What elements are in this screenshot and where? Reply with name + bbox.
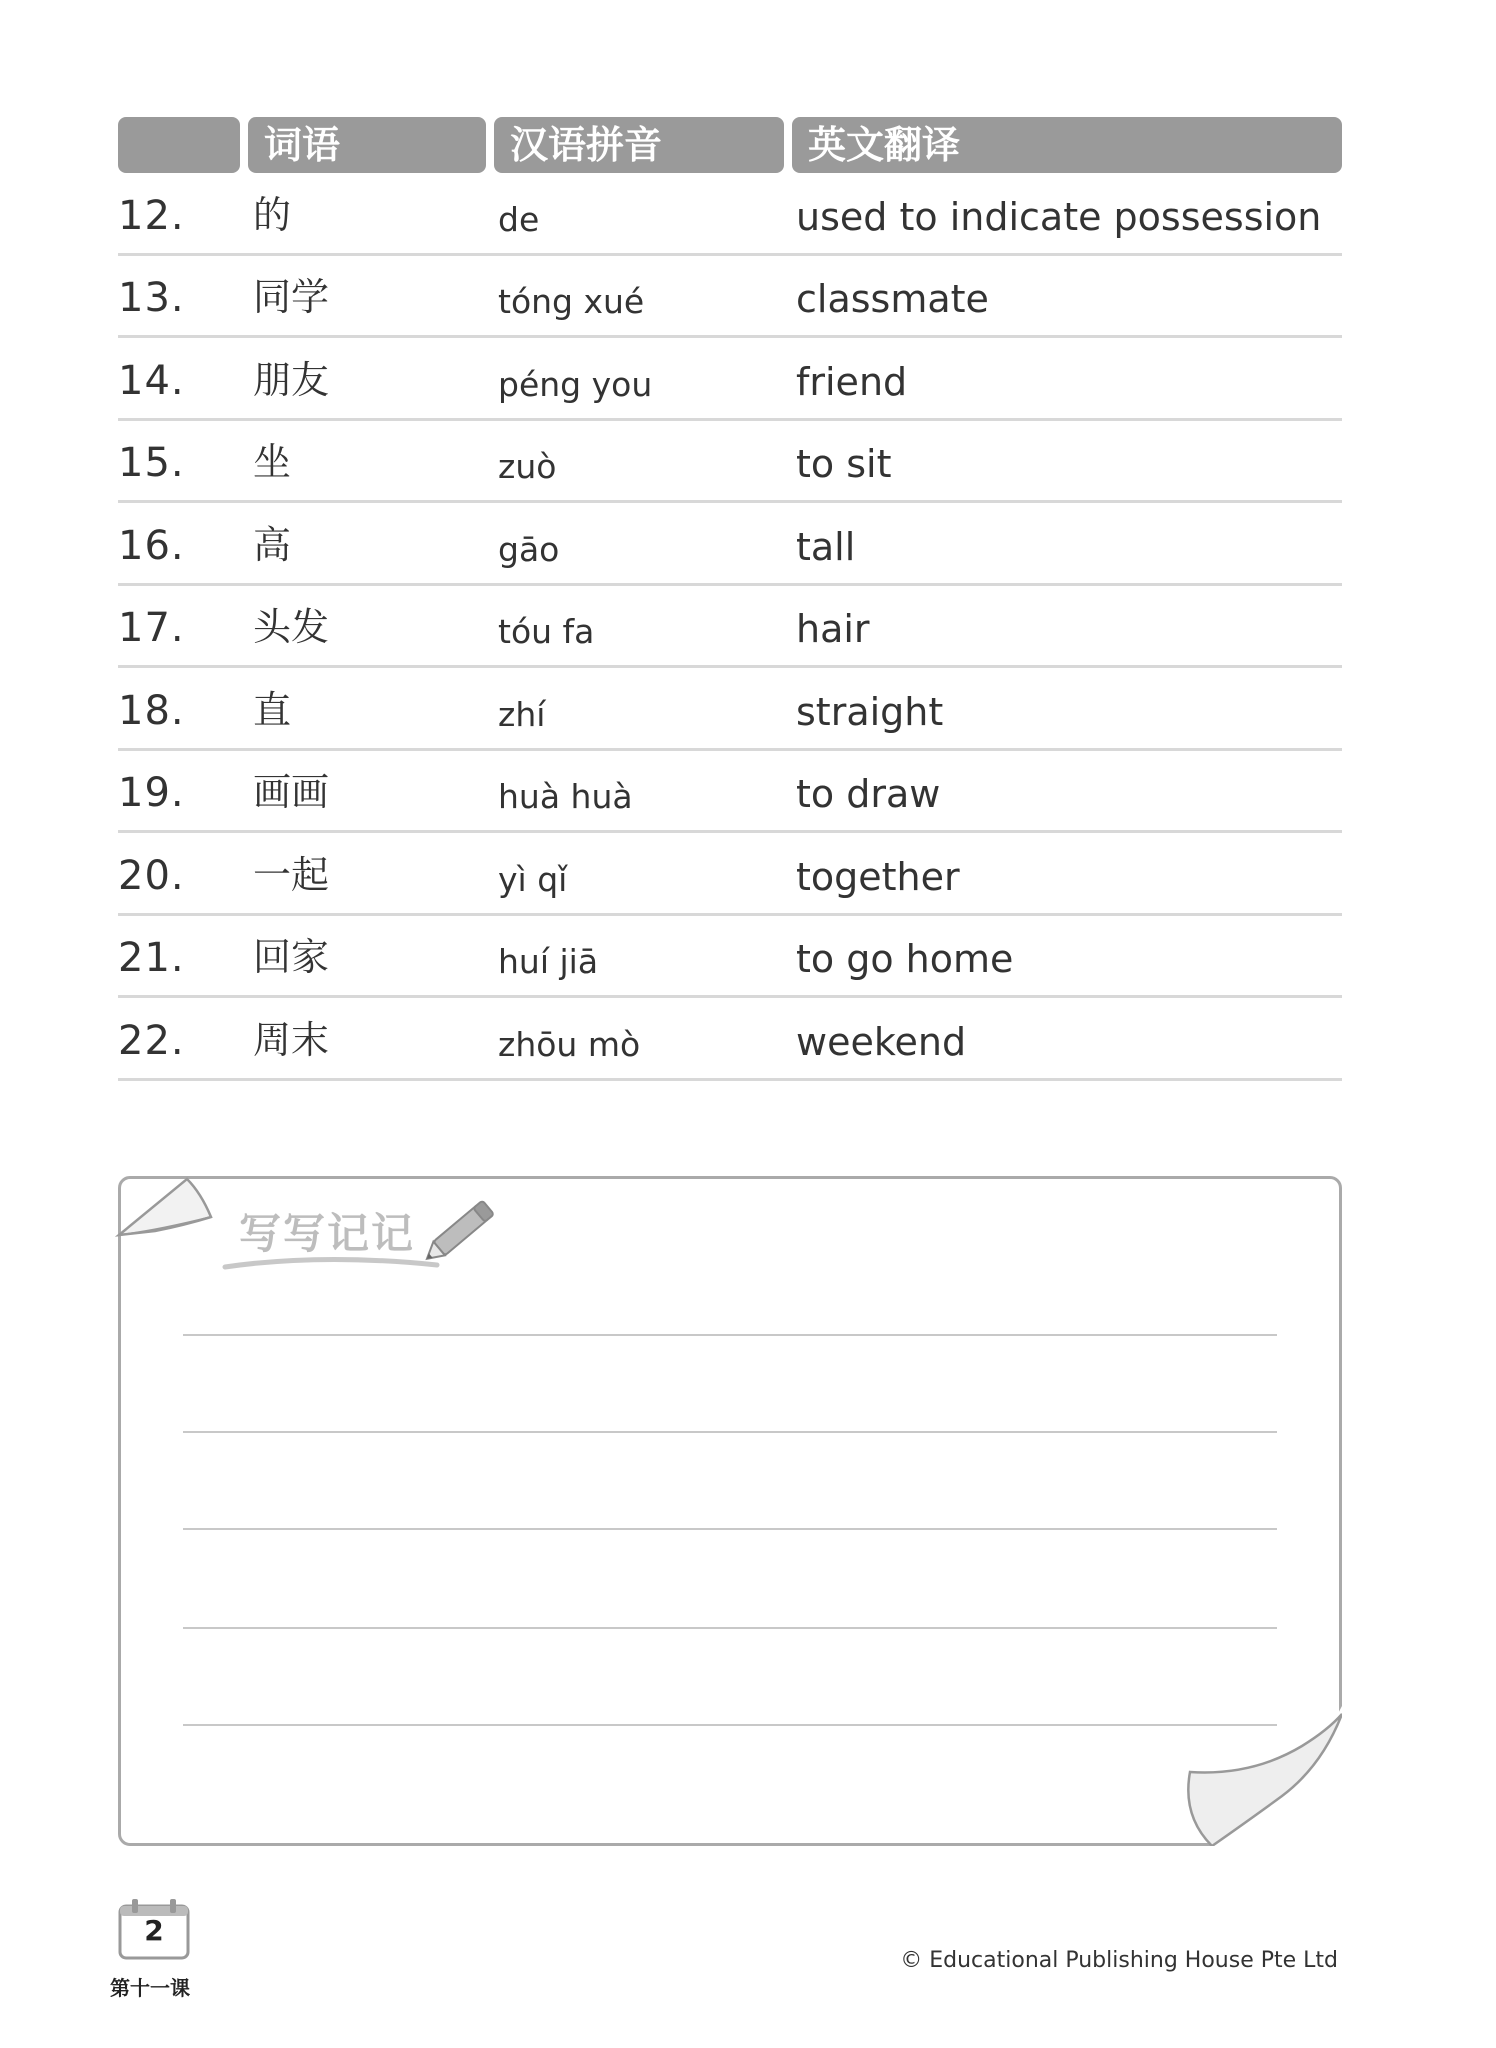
table-row (118, 586, 1342, 669)
row-number: 21. (118, 935, 185, 981)
row-english: to sit (796, 442, 892, 486)
page-curl-icon (1172, 1706, 1342, 1846)
row-word: 的 (253, 192, 292, 237)
row-word: 画画 (253, 770, 330, 814)
row-pinyin: de (498, 199, 540, 239)
row-number: 17. (118, 605, 185, 651)
underline-swoosh (221, 1251, 441, 1273)
row-english: together (796, 854, 960, 899)
row-number: 16. (118, 522, 185, 569)
row-word: 直 (253, 687, 292, 732)
row-pinyin: zuò (498, 447, 557, 486)
table-row (118, 668, 1342, 751)
writing-line (183, 1334, 1277, 1336)
header-cell-number (118, 117, 240, 173)
row-english: used to indicate possession (796, 194, 1322, 239)
writing-line (183, 1431, 1277, 1433)
row-number: 22. (118, 1017, 185, 1064)
row-number: 12. (118, 192, 185, 239)
row-number: 14. (118, 357, 185, 404)
page-number: 2 (144, 1914, 164, 1947)
row-english: straight (796, 689, 944, 734)
row-english: classmate (796, 277, 989, 321)
row-word: 一起 (253, 852, 330, 897)
writing-line (183, 1627, 1277, 1629)
table-row (118, 833, 1342, 916)
row-word: 高 (253, 522, 292, 567)
lesson-label: 第十一课 (110, 1976, 190, 2000)
row-english: to draw (796, 772, 941, 816)
row-english: friend (796, 359, 908, 404)
page-curl-icon (115, 1173, 225, 1253)
vocab-table-header (118, 117, 1342, 173)
row-word: 同学 (253, 275, 330, 319)
header-cell-word: 词语 (248, 117, 486, 173)
row-pinyin: zhí (498, 694, 546, 734)
row-number: 19. (118, 770, 185, 816)
writing-line (183, 1724, 1277, 1726)
row-number: 13. (118, 275, 185, 321)
row-english: to go home (796, 937, 1014, 981)
row-number: 20. (118, 852, 185, 899)
writing-line (183, 1528, 1277, 1530)
row-pinyin: tóu fa (498, 612, 595, 651)
row-english: tall (796, 524, 856, 569)
page-number-badge (118, 1898, 190, 1960)
row-english: weekend (796, 1019, 967, 1064)
row-number: 15. (118, 440, 185, 486)
row-english: hair (796, 607, 870, 651)
row-word: 朋友 (253, 357, 330, 402)
table-row (118, 503, 1342, 586)
copyright-notice: © Educational Publishing House Pte Ltd (900, 1948, 1338, 1973)
row-pinyin: yì qǐ (498, 859, 568, 899)
row-word: 头发 (253, 605, 330, 649)
table-row (118, 173, 1342, 256)
header-cell-pinyin: 汉语拼音 (494, 117, 784, 173)
row-pinyin: huà huà (498, 777, 633, 816)
row-pinyin: huí jiā (498, 942, 599, 981)
row-pinyin: tóng xué (498, 282, 645, 321)
row-word: 坐 (253, 440, 292, 484)
table-row (118, 751, 1342, 834)
table-row (118, 338, 1342, 421)
table-row (118, 256, 1342, 339)
row-pinyin: péng you (498, 364, 653, 404)
table-row (118, 421, 1342, 504)
table-row (118, 998, 1342, 1081)
row-pinyin: gāo (498, 529, 560, 569)
row-word: 回家 (253, 935, 330, 979)
row-number: 18. (118, 687, 185, 734)
row-pinyin: zhōu mò (498, 1024, 641, 1064)
notes-box (118, 1176, 1342, 1846)
header-cell-english: 英文翻译 (792, 117, 1342, 173)
row-word: 周末 (253, 1017, 330, 1062)
notes-title: 写写记记 (239, 1209, 416, 1258)
vocab-table-body (118, 173, 1342, 1081)
table-row (118, 916, 1342, 999)
